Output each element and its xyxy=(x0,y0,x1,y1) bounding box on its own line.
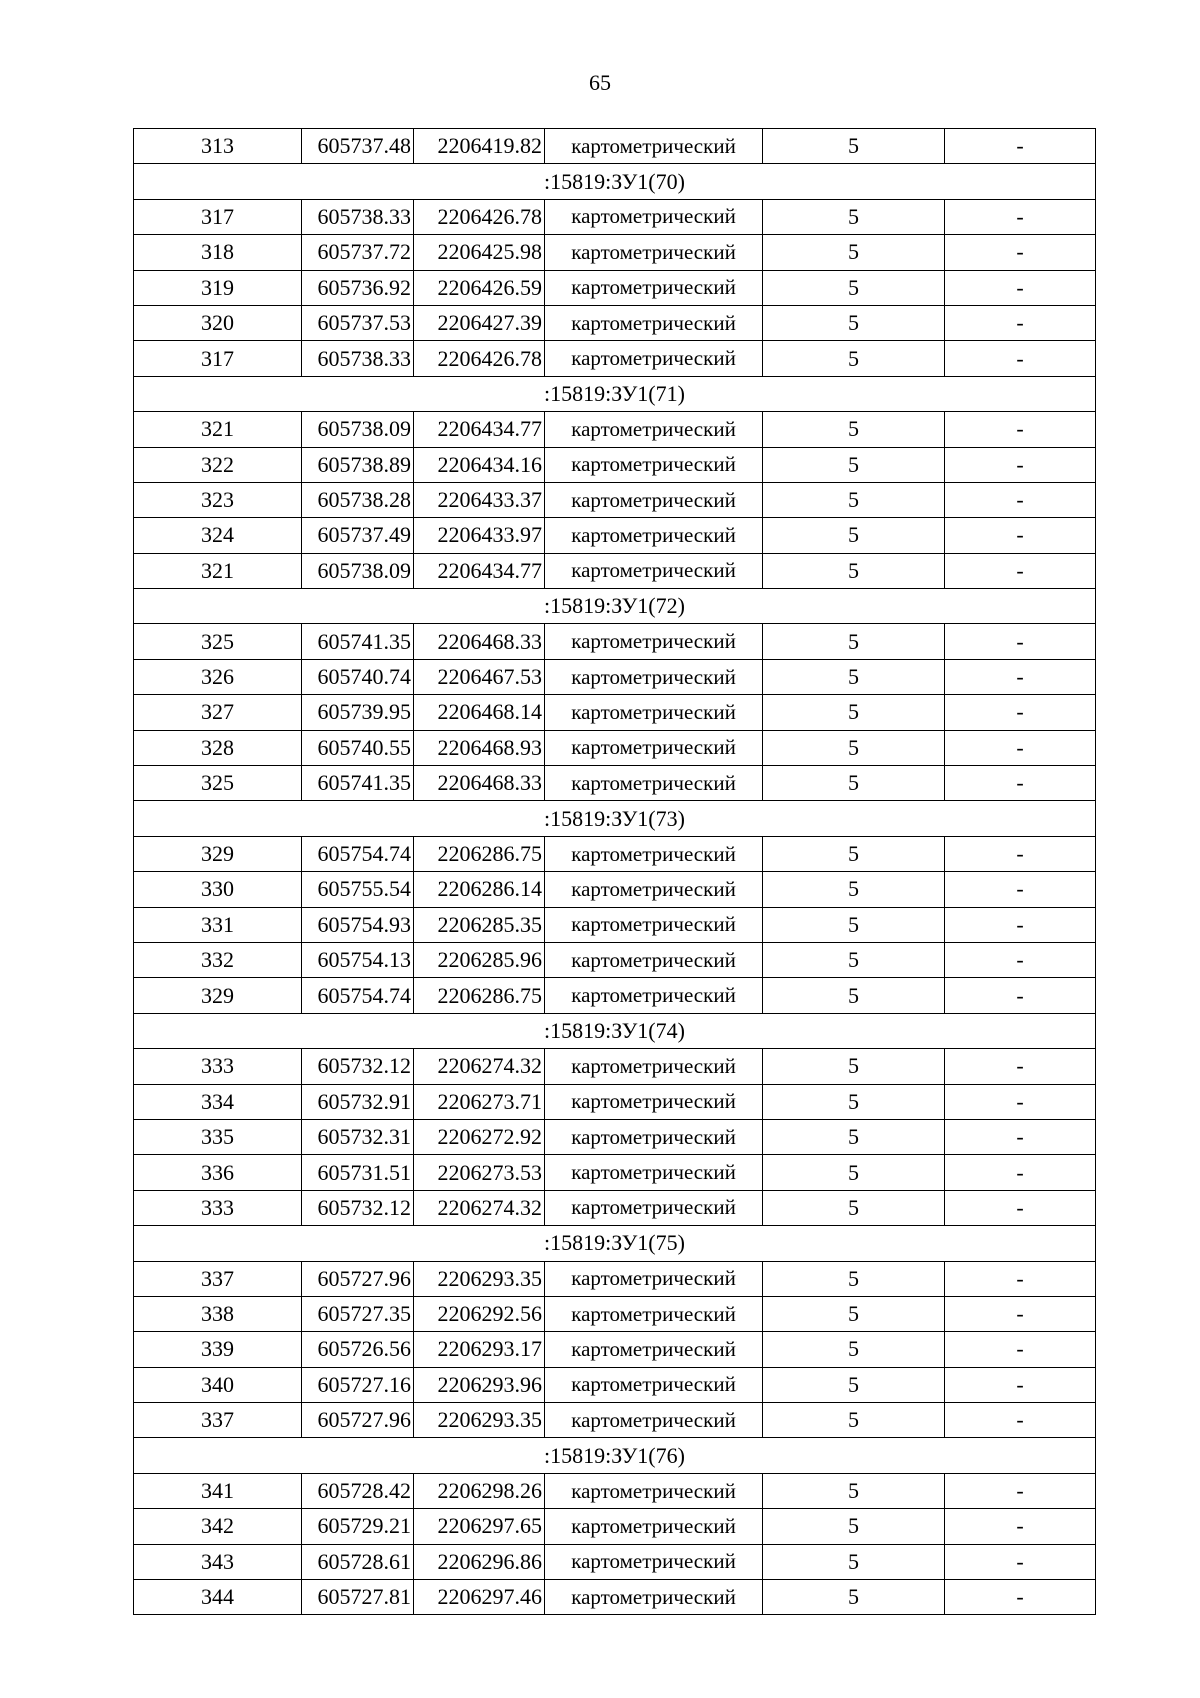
accuracy-cell: 5 xyxy=(763,942,945,977)
point-number-cell: 318 xyxy=(134,235,302,270)
point-number-cell: 313 xyxy=(134,129,302,164)
point-number-cell: 337 xyxy=(134,1261,302,1296)
point-number-cell: 322 xyxy=(134,447,302,482)
table-row xyxy=(134,199,1096,234)
point-number-cell: 338 xyxy=(134,1296,302,1331)
x-coordinate-cell: 605727.96 xyxy=(302,1261,414,1296)
accuracy-cell: 5 xyxy=(763,659,945,694)
point-number-cell: 336 xyxy=(134,1155,302,1190)
y-coordinate-cell: 2206433.97 xyxy=(414,518,545,553)
y-coordinate-cell: 2206426.59 xyxy=(414,270,545,305)
method-cell: картометрический xyxy=(545,872,763,907)
note-cell: - xyxy=(945,412,1096,447)
note-cell: - xyxy=(945,978,1096,1013)
note-cell: - xyxy=(945,836,1096,871)
table-row xyxy=(134,1509,1096,1544)
accuracy-cell: 5 xyxy=(763,305,945,340)
method-cell: картометрический xyxy=(545,1049,763,1084)
x-coordinate-cell: 605729.21 xyxy=(302,1509,414,1544)
x-coordinate-cell: 605741.35 xyxy=(302,624,414,659)
accuracy-cell: 5 xyxy=(763,624,945,659)
method-cell: картометрический xyxy=(545,766,763,801)
note-cell: - xyxy=(945,553,1096,588)
method-cell: картометрический xyxy=(545,1155,763,1190)
method-cell: картометрический xyxy=(545,341,763,376)
section-row xyxy=(134,164,1096,199)
method-cell: картометрический xyxy=(545,942,763,977)
section-label: :15819:ЗУ1(74) xyxy=(134,1013,1096,1048)
table-row xyxy=(134,1049,1096,1084)
y-coordinate-cell: 2206293.96 xyxy=(414,1367,545,1402)
y-coordinate-cell: 2206293.17 xyxy=(414,1332,545,1367)
note-cell: - xyxy=(945,1509,1096,1544)
accuracy-cell: 5 xyxy=(763,518,945,553)
accuracy-cell: 5 xyxy=(763,1580,945,1615)
note-cell: - xyxy=(945,305,1096,340)
method-cell: картометрический xyxy=(545,305,763,340)
x-coordinate-cell: 605738.09 xyxy=(302,553,414,588)
note-cell: - xyxy=(945,447,1096,482)
note-cell: - xyxy=(945,907,1096,942)
note-cell: - xyxy=(945,1119,1096,1154)
accuracy-cell: 5 xyxy=(763,235,945,270)
accuracy-cell: 5 xyxy=(763,1119,945,1154)
x-coordinate-cell: 605732.12 xyxy=(302,1190,414,1225)
x-coordinate-cell: 605736.92 xyxy=(302,270,414,305)
note-cell: - xyxy=(945,624,1096,659)
x-coordinate-cell: 605737.49 xyxy=(302,518,414,553)
accuracy-cell: 5 xyxy=(763,1332,945,1367)
accuracy-cell: 5 xyxy=(763,1084,945,1119)
y-coordinate-cell: 2206427.39 xyxy=(414,305,545,340)
table-row xyxy=(134,1332,1096,1367)
method-cell: картометрический xyxy=(545,907,763,942)
accuracy-cell: 5 xyxy=(763,766,945,801)
method-cell: картометрический xyxy=(545,518,763,553)
method-cell: картометрический xyxy=(545,624,763,659)
accuracy-cell: 5 xyxy=(763,978,945,1013)
y-coordinate-cell: 2206293.35 xyxy=(414,1261,545,1296)
point-number-cell: 334 xyxy=(134,1084,302,1119)
table-row xyxy=(134,412,1096,447)
note-cell: - xyxy=(945,1367,1096,1402)
section-row xyxy=(134,1013,1096,1048)
note-cell: - xyxy=(945,659,1096,694)
point-number-cell: 333 xyxy=(134,1049,302,1084)
point-number-cell: 337 xyxy=(134,1403,302,1438)
y-coordinate-cell: 2206433.37 xyxy=(414,482,545,517)
method-cell: картометрический xyxy=(545,836,763,871)
method-cell: картометрический xyxy=(545,1261,763,1296)
accuracy-cell: 5 xyxy=(763,199,945,234)
y-coordinate-cell: 2206434.77 xyxy=(414,412,545,447)
y-coordinate-cell: 2206468.33 xyxy=(414,766,545,801)
y-coordinate-cell: 2206286.75 xyxy=(414,836,545,871)
point-number-cell: 343 xyxy=(134,1544,302,1579)
x-coordinate-cell: 605727.81 xyxy=(302,1580,414,1615)
x-coordinate-cell: 605732.31 xyxy=(302,1119,414,1154)
table-row xyxy=(134,1084,1096,1119)
point-number-cell: 333 xyxy=(134,1190,302,1225)
note-cell: - xyxy=(945,199,1096,234)
point-number-cell: 321 xyxy=(134,412,302,447)
method-cell: картометрический xyxy=(545,553,763,588)
table-row xyxy=(134,1190,1096,1225)
note-cell: - xyxy=(945,872,1096,907)
accuracy-cell: 5 xyxy=(763,730,945,765)
note-cell: - xyxy=(945,695,1096,730)
x-coordinate-cell: 605754.93 xyxy=(302,907,414,942)
note-cell: - xyxy=(945,1473,1096,1508)
x-coordinate-cell: 605738.33 xyxy=(302,341,414,376)
note-cell: - xyxy=(945,766,1096,801)
section-label: :15819:ЗУ1(72) xyxy=(134,589,1096,624)
accuracy-cell: 5 xyxy=(763,836,945,871)
table-row xyxy=(134,1473,1096,1508)
table-row xyxy=(134,305,1096,340)
y-coordinate-cell: 2206286.14 xyxy=(414,872,545,907)
note-cell: - xyxy=(945,1332,1096,1367)
y-coordinate-cell: 2206296.86 xyxy=(414,1544,545,1579)
section-label: :15819:ЗУ1(75) xyxy=(134,1226,1096,1261)
coordinates-table-body xyxy=(134,129,1096,1615)
y-coordinate-cell: 2206273.53 xyxy=(414,1155,545,1190)
point-number-cell: 325 xyxy=(134,766,302,801)
point-number-cell: 329 xyxy=(134,836,302,871)
table-row xyxy=(134,518,1096,553)
point-number-cell: 327 xyxy=(134,695,302,730)
section-row xyxy=(134,1438,1096,1473)
point-number-cell: 331 xyxy=(134,907,302,942)
table-row xyxy=(134,730,1096,765)
accuracy-cell: 5 xyxy=(763,482,945,517)
x-coordinate-cell: 605728.42 xyxy=(302,1473,414,1508)
point-number-cell: 317 xyxy=(134,199,302,234)
note-cell: - xyxy=(945,129,1096,164)
x-coordinate-cell: 605738.09 xyxy=(302,412,414,447)
table-row xyxy=(134,1261,1096,1296)
section-row xyxy=(134,376,1096,411)
point-number-cell: 320 xyxy=(134,305,302,340)
accuracy-cell: 5 xyxy=(763,447,945,482)
section-row xyxy=(134,589,1096,624)
point-number-cell: 328 xyxy=(134,730,302,765)
table-row xyxy=(134,1119,1096,1154)
x-coordinate-cell: 605754.74 xyxy=(302,978,414,1013)
method-cell: картометрический xyxy=(545,1119,763,1154)
table-row xyxy=(134,1403,1096,1438)
accuracy-cell: 5 xyxy=(763,1296,945,1331)
x-coordinate-cell: 605727.35 xyxy=(302,1296,414,1331)
point-number-cell: 342 xyxy=(134,1509,302,1544)
method-cell: картометрический xyxy=(545,1332,763,1367)
note-cell: - xyxy=(945,1155,1096,1190)
y-coordinate-cell: 2206468.93 xyxy=(414,730,545,765)
x-coordinate-cell: 605727.96 xyxy=(302,1403,414,1438)
table-row xyxy=(134,836,1096,871)
table-row xyxy=(134,907,1096,942)
method-cell: картометрический xyxy=(545,1580,763,1615)
table-row xyxy=(134,659,1096,694)
method-cell: картометрический xyxy=(545,1190,763,1225)
x-coordinate-cell: 605737.53 xyxy=(302,305,414,340)
x-coordinate-cell: 605732.12 xyxy=(302,1049,414,1084)
point-number-cell: 323 xyxy=(134,482,302,517)
point-number-cell: 319 xyxy=(134,270,302,305)
method-cell: картометрический xyxy=(545,482,763,517)
x-coordinate-cell: 605731.51 xyxy=(302,1155,414,1190)
table-row xyxy=(134,1367,1096,1402)
note-cell: - xyxy=(945,1580,1096,1615)
accuracy-cell: 5 xyxy=(763,907,945,942)
y-coordinate-cell: 2206272.92 xyxy=(414,1119,545,1154)
accuracy-cell: 5 xyxy=(763,1473,945,1508)
table-row xyxy=(134,553,1096,588)
point-number-cell: 329 xyxy=(134,978,302,1013)
x-coordinate-cell: 605740.74 xyxy=(302,659,414,694)
point-number-cell: 321 xyxy=(134,553,302,588)
y-coordinate-cell: 2206468.33 xyxy=(414,624,545,659)
section-label: :15819:ЗУ1(73) xyxy=(134,801,1096,836)
x-coordinate-cell: 605739.95 xyxy=(302,695,414,730)
y-coordinate-cell: 2206434.77 xyxy=(414,553,545,588)
y-coordinate-cell: 2206426.78 xyxy=(414,199,545,234)
method-cell: картометрический xyxy=(545,1367,763,1402)
table-row xyxy=(134,695,1096,730)
y-coordinate-cell: 2206297.46 xyxy=(414,1580,545,1615)
coordinates-table xyxy=(133,128,1096,1615)
note-cell: - xyxy=(945,1049,1096,1084)
x-coordinate-cell: 605754.74 xyxy=(302,836,414,871)
y-coordinate-cell: 2206426.78 xyxy=(414,341,545,376)
accuracy-cell: 5 xyxy=(763,1261,945,1296)
table-row xyxy=(134,129,1096,164)
section-label: :15819:ЗУ1(71) xyxy=(134,376,1096,411)
x-coordinate-cell: 605732.91 xyxy=(302,1084,414,1119)
x-coordinate-cell: 605727.16 xyxy=(302,1367,414,1402)
accuracy-cell: 5 xyxy=(763,1544,945,1579)
accuracy-cell: 5 xyxy=(763,270,945,305)
y-coordinate-cell: 2206292.56 xyxy=(414,1296,545,1331)
method-cell: картометрический xyxy=(545,129,763,164)
point-number-cell: 326 xyxy=(134,659,302,694)
note-cell: - xyxy=(945,518,1096,553)
section-row xyxy=(134,1226,1096,1261)
y-coordinate-cell: 2206274.32 xyxy=(414,1049,545,1084)
accuracy-cell: 5 xyxy=(763,341,945,376)
table-row xyxy=(134,1544,1096,1579)
note-cell: - xyxy=(945,341,1096,376)
accuracy-cell: 5 xyxy=(763,1509,945,1544)
method-cell: картометрический xyxy=(545,1509,763,1544)
x-coordinate-cell: 605741.35 xyxy=(302,766,414,801)
x-coordinate-cell: 605738.89 xyxy=(302,447,414,482)
accuracy-cell: 5 xyxy=(763,872,945,907)
y-coordinate-cell: 2206293.35 xyxy=(414,1403,545,1438)
note-cell: - xyxy=(945,1261,1096,1296)
note-cell: - xyxy=(945,235,1096,270)
x-coordinate-cell: 605740.55 xyxy=(302,730,414,765)
note-cell: - xyxy=(945,942,1096,977)
y-coordinate-cell: 2206425.98 xyxy=(414,235,545,270)
y-coordinate-cell: 2206285.96 xyxy=(414,942,545,977)
method-cell: картометрический xyxy=(545,695,763,730)
table-row xyxy=(134,1155,1096,1190)
y-coordinate-cell: 2206274.32 xyxy=(414,1190,545,1225)
point-number-cell: 330 xyxy=(134,872,302,907)
table-row xyxy=(134,872,1096,907)
y-coordinate-cell: 2206286.75 xyxy=(414,978,545,1013)
y-coordinate-cell: 2206468.14 xyxy=(414,695,545,730)
note-cell: - xyxy=(945,1296,1096,1331)
accuracy-cell: 5 xyxy=(763,129,945,164)
accuracy-cell: 5 xyxy=(763,1367,945,1402)
accuracy-cell: 5 xyxy=(763,553,945,588)
y-coordinate-cell: 2206298.26 xyxy=(414,1473,545,1508)
y-coordinate-cell: 2206297.65 xyxy=(414,1509,545,1544)
x-coordinate-cell: 605728.61 xyxy=(302,1544,414,1579)
table-row xyxy=(134,270,1096,305)
note-cell: - xyxy=(945,730,1096,765)
note-cell: - xyxy=(945,1084,1096,1119)
point-number-cell: 335 xyxy=(134,1119,302,1154)
point-number-cell: 324 xyxy=(134,518,302,553)
accuracy-cell: 5 xyxy=(763,1049,945,1084)
accuracy-cell: 5 xyxy=(763,1155,945,1190)
y-coordinate-cell: 2206434.16 xyxy=(414,447,545,482)
method-cell: картометрический xyxy=(545,1473,763,1508)
point-number-cell: 332 xyxy=(134,942,302,977)
accuracy-cell: 5 xyxy=(763,412,945,447)
table-row xyxy=(134,1580,1096,1615)
point-number-cell: 325 xyxy=(134,624,302,659)
note-cell: - xyxy=(945,1403,1096,1438)
x-coordinate-cell: 605754.13 xyxy=(302,942,414,977)
note-cell: - xyxy=(945,270,1096,305)
method-cell: картометрический xyxy=(545,1084,763,1119)
method-cell: картометрический xyxy=(545,1296,763,1331)
section-label: :15819:ЗУ1(70) xyxy=(134,164,1096,199)
accuracy-cell: 5 xyxy=(763,1403,945,1438)
y-coordinate-cell: 2206273.71 xyxy=(414,1084,545,1119)
table-row xyxy=(134,235,1096,270)
section-row xyxy=(134,801,1096,836)
table-row xyxy=(134,766,1096,801)
x-coordinate-cell: 605738.28 xyxy=(302,482,414,517)
method-cell: картометрический xyxy=(545,199,763,234)
note-cell: - xyxy=(945,482,1096,517)
x-coordinate-cell: 605737.48 xyxy=(302,129,414,164)
accuracy-cell: 5 xyxy=(763,695,945,730)
method-cell: картометрический xyxy=(545,447,763,482)
method-cell: картометрический xyxy=(545,1544,763,1579)
method-cell: картометрический xyxy=(545,730,763,765)
section-label: :15819:ЗУ1(76) xyxy=(134,1438,1096,1473)
method-cell: картометрический xyxy=(545,412,763,447)
accuracy-cell: 5 xyxy=(763,1190,945,1225)
method-cell: картометрический xyxy=(545,1403,763,1438)
table-row xyxy=(134,482,1096,517)
table-row xyxy=(134,624,1096,659)
point-number-cell: 344 xyxy=(134,1580,302,1615)
point-number-cell: 341 xyxy=(134,1473,302,1508)
y-coordinate-cell: 2206285.35 xyxy=(414,907,545,942)
note-cell: - xyxy=(945,1190,1096,1225)
method-cell: картометрический xyxy=(545,235,763,270)
table-row xyxy=(134,1296,1096,1331)
table-row xyxy=(134,978,1096,1013)
table-row xyxy=(134,447,1096,482)
x-coordinate-cell: 605737.72 xyxy=(302,235,414,270)
method-cell: картометрический xyxy=(545,270,763,305)
x-coordinate-cell: 605726.56 xyxy=(302,1332,414,1367)
point-number-cell: 317 xyxy=(134,341,302,376)
note-cell: - xyxy=(945,1544,1096,1579)
table-row xyxy=(134,942,1096,977)
table-row xyxy=(134,341,1096,376)
method-cell: картометрический xyxy=(545,978,763,1013)
y-coordinate-cell: 2206467.53 xyxy=(414,659,545,694)
page-number: 65 xyxy=(589,70,611,95)
method-cell: картометрический xyxy=(545,659,763,694)
x-coordinate-cell: 605755.54 xyxy=(302,872,414,907)
y-coordinate-cell: 2206419.82 xyxy=(414,129,545,164)
x-coordinate-cell: 605738.33 xyxy=(302,199,414,234)
point-number-cell: 339 xyxy=(134,1332,302,1367)
point-number-cell: 340 xyxy=(134,1367,302,1402)
